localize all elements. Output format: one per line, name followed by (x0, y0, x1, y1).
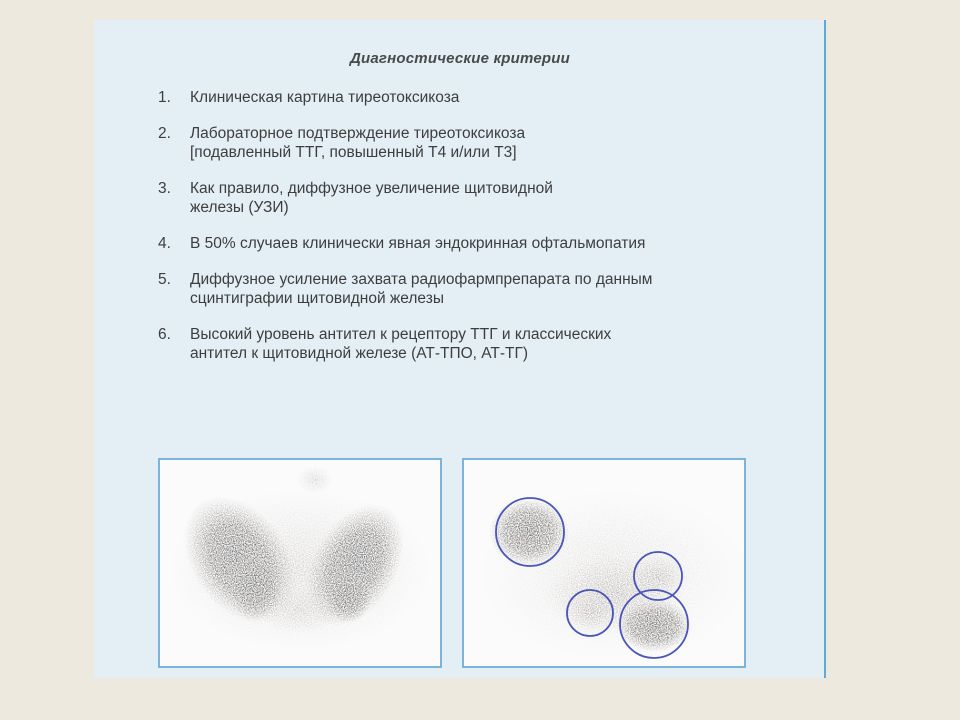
criterion-item-4 (158, 234, 798, 253)
criterion-line: антител к щитовидной железе (АТ-ТПО, АТ-ТГ) (190, 345, 529, 362)
criterion-line: Высокий уровень антител к рецептору ТТГ и классических (190, 326, 612, 343)
criterion-text (190, 88, 798, 107)
criteria-heading: Диагностические критерии (350, 50, 570, 67)
criterion-line: Как правило, диффузное увеличение щитовидной (190, 180, 553, 197)
criterion-text (190, 234, 798, 253)
criterion-line: Клиническая картина тиреотоксикоза (190, 89, 460, 106)
criterion-number: 5. (158, 271, 171, 288)
criterion-item-2 (158, 124, 798, 162)
criterion-line: сцинтиграфии щитовидной железы (190, 290, 444, 307)
criteria-list (158, 88, 798, 380)
criterion-item-1 (158, 88, 798, 107)
scintigram-diffuse (158, 458, 442, 668)
criterion-line: [подавленный ТТГ, повышенный Т4 и/или Т3] (190, 144, 517, 161)
criterion-line: Лабораторное подтверждение тиреотоксикоза (190, 125, 526, 142)
scintigram-nodular (462, 458, 746, 668)
criterion-item-6 (158, 325, 798, 363)
criterion-item-5 (158, 270, 798, 308)
criterion-number: 6. (158, 326, 171, 343)
scintigram-diffuse-image (160, 460, 440, 666)
scintigram-nodular-image (464, 460, 744, 666)
criterion-number: 1. (158, 89, 171, 106)
criterion-text (190, 179, 798, 217)
criterion-item-3 (158, 179, 798, 217)
criterion-text (190, 270, 798, 308)
criterion-text (190, 124, 798, 162)
criterion-number: 2. (158, 125, 171, 142)
criterion-line: В 50% случаев клинически явная эндокринная офтальмопатия (190, 235, 646, 252)
criterion-number: 4. (158, 235, 171, 252)
criterion-line: железы (УЗИ) (190, 199, 289, 216)
slide-card (94, 20, 826, 678)
criterion-number: 3. (158, 180, 171, 197)
criterion-line: Диффузное усиление захвата радиофармпрепарата по данным (190, 271, 653, 288)
criterion-text (190, 325, 798, 363)
